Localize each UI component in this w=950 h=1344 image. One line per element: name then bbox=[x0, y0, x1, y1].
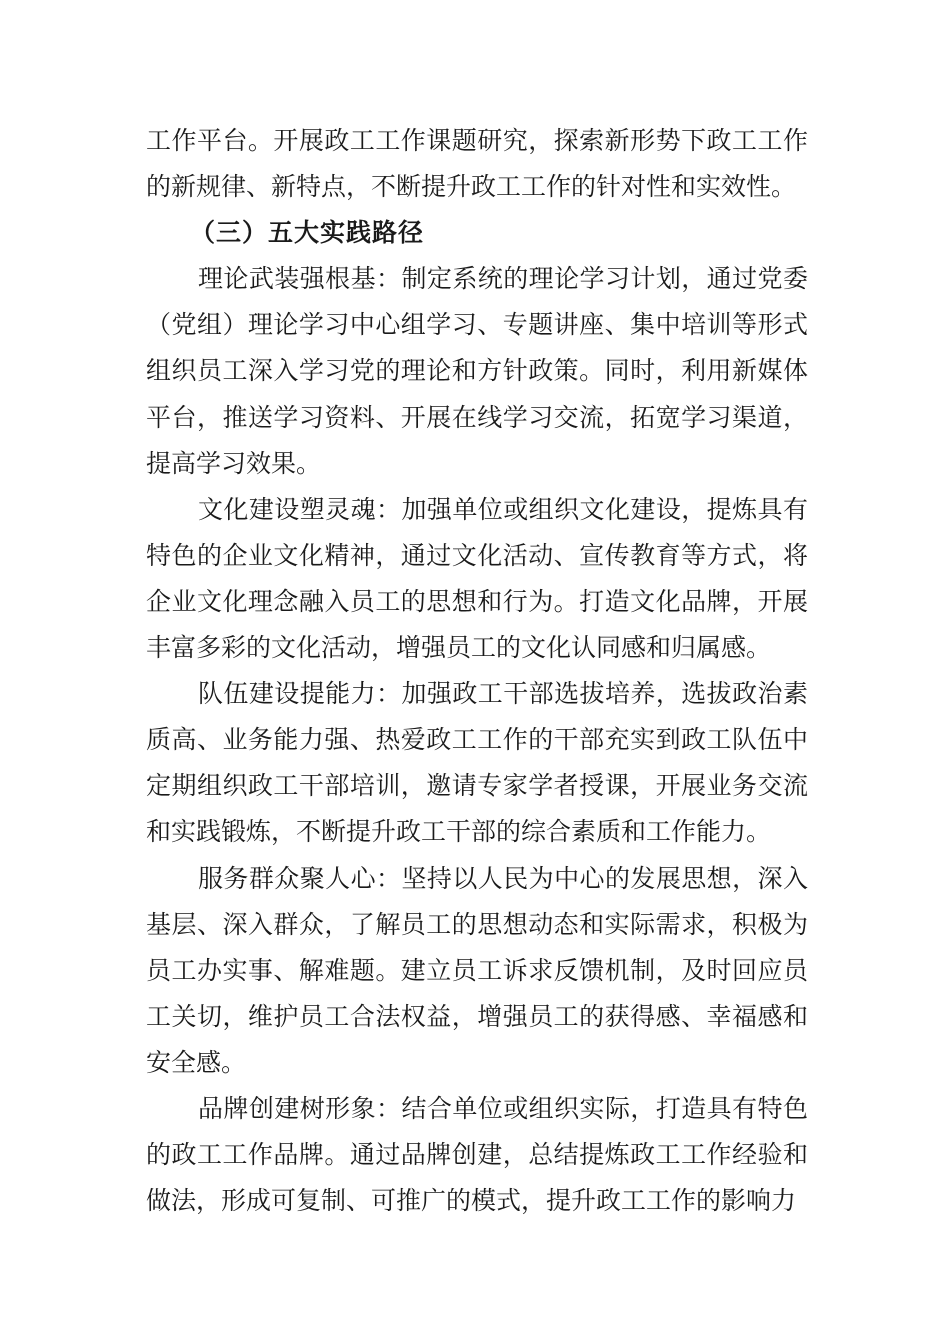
document-body bbox=[146, 118, 808, 1224]
paragraph-team-building: 队伍建设提能力：加强政工干部选拔培养，选拔政治素质高、业务能力强、热爱政工工作的干部充实到政工队伍中定期组织政工干部培训，邀请专家学者授课，开展业务交流和实践锻炼，不断提升政工干部的综合素质和工作能力。 bbox=[146, 679, 808, 847]
paragraph-brand-creation: 品牌创建树形象：结合单位或组织实际，打造具有特色的政工工作品牌。通过品牌创建，总结提炼政工工作经验和做法，形成可复制、可推广的模式，提升政工工作的影响力 bbox=[146, 1093, 808, 1216]
section-heading-five-practice-paths: （三）五大实践路径 bbox=[190, 218, 425, 248]
paragraph-theory-armament: 理论武装强根基：制定系统的理论学习计划，通过党委（党组）理论学习中心组学习、专题讲座、集中培训等形式组织员工深入学习党的理论和方针政策。同时，利用新媒体平台，推送学习资料、开展在线学习交流，拓宽学习渠道，提高学习效果。 bbox=[146, 264, 808, 478]
paragraph-continuation: 工作平台。开展政工工作课题研究，探索新形势下政工工作的新规律、新特点，不断提升政工工作的针对性和实效性。 bbox=[146, 126, 808, 202]
paragraph-culture-building: 文化建设塑灵魂：加强单位或组织文化建设，提炼具有特色的企业文化精神，通过文化活动、宣传教育等方式，将企业文化理念融入员工的思想和行为。打造文化品牌，开展丰富多彩的文化活动，增强员工的文化认同感和归属感。 bbox=[146, 494, 808, 663]
paragraph-serving-masses: 服务群众聚人心：坚持以人民为中心的发展思想，深入基层、深入群众，了解员工的思想动态和实际需求，积极为员工办实事、解难题。建立员工诉求反馈机制，及时回应员工关切，维护员工合法权益，增强员工的获得感、幸福感和安全感。 bbox=[146, 863, 808, 1077]
